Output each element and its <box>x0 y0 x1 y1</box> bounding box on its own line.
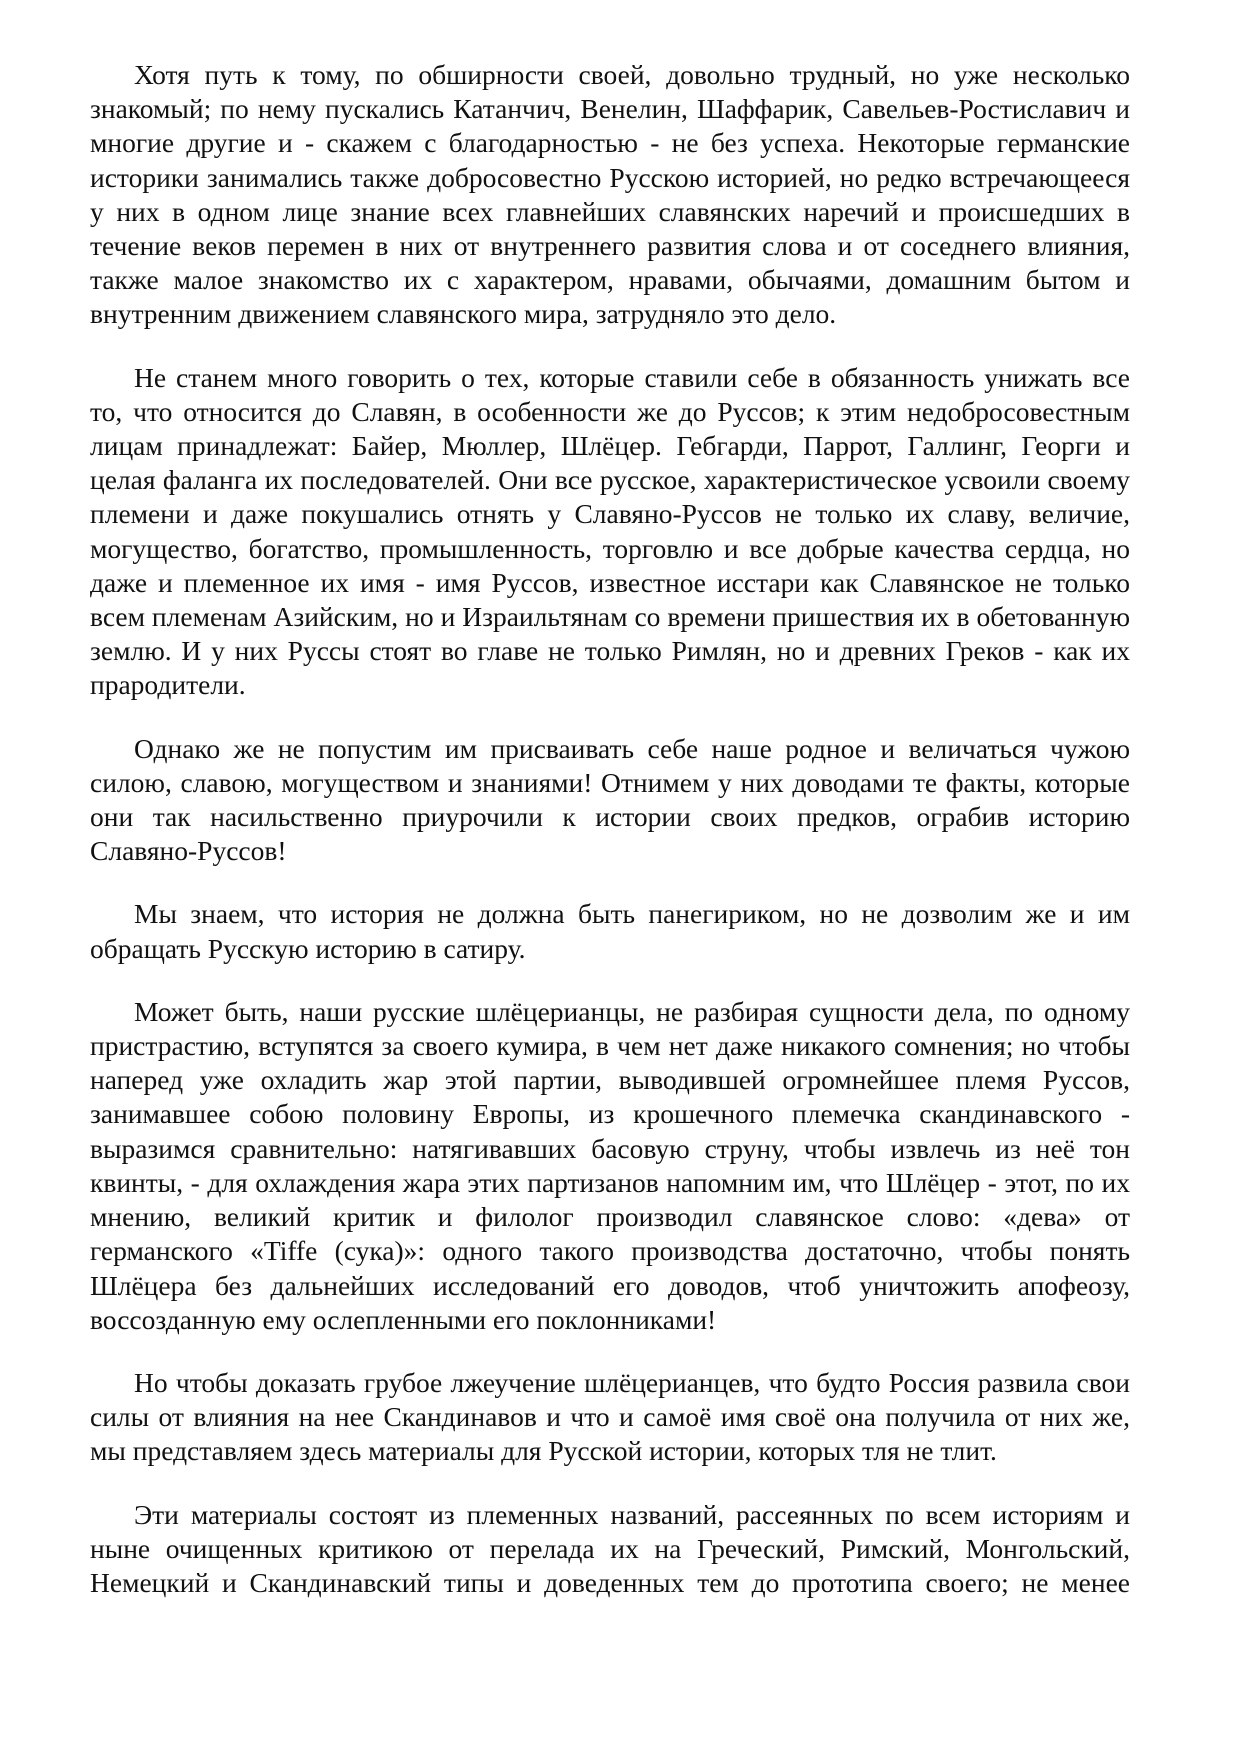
paragraph-7: Эти материалы состоят из племенных названий, рассеянных по всем историям и ныне очищенных критикою от перелада их на Греческий, Римский, Монгольский, Немецкий и Скандинавский типы и доведенных тем до прототипа своего; не менее <box>90 1498 1130 1598</box>
document-body <box>90 58 1130 1600</box>
paragraph-5: Может быть, наши русские шлёцерианцы, не разбирая сущности дела, по одному пристрастию, вступятся за своего кумира, в чем нет даже никакого сомнения; но чтобы наперед уже охладить жар этой партии, выводившей огромнейшее племя Руссов, занимавшее собою половину Европы, из крошечного племечка скандинавского - выразимся сравнительно: натягивавших басовую струну, чтобы извлечь из неё тон квинты, - для охлаждения жара этих партизанов напомним им, что Шлёцер - этот, по их мнению, великий критик и филолог производил славянское слово: «дева» от германского «Tiffe (сука)»: одного такого производства достаточно, чтобы понять Шлёцера без дальнейших исследований его доводов, чтоб уничтожить апофеозу, воссозданную ему ослепленными его поклонниками! <box>90 995 1130 1335</box>
paragraph-4: Мы знаем, что история не должна быть панегириком, но не дозволим же и им обращать Русскую историю в сатиру. <box>90 898 1130 964</box>
paragraph-3: Однако же не попустим им присваивать себе наше родное и величаться чужою силою, славою, могуществом и знаниями! Отнимем у них доводами те факты, которые они так насильственно приурочили к истории своих предков, ограбив историю Славяно-Руссов! <box>90 732 1130 867</box>
paragraph-6: Но чтобы доказать грубое лжеучение шлёцерианцев, что будто Россия развила свои силы от влияния на нее Скандинавов и что и самоё имя своё она получила от них же, мы представляем здесь материалы для Русской истории, которых тля не тлит. <box>90 1366 1130 1467</box>
paragraph-1: Хотя путь к тому, по обширности своей, довольно трудный, но уже несколько знакомый; по нему пускались Катанчич, Венелин, Шаффарик, Савельев-Ростиславич и многие другие и - скажем с благодарностью - не без успеха. Некоторые германские историки занимались также добросовестно Русскою историей, но редко встречающееся у них в одном лице знание всех главнейших славянских наречий и происшедших в течение веков перемен в них от внутреннего развития слова и от соседнего влияния, также малое знакомство их с характером, нравами, обычаями, домашним бытом и внутренним движением славянского мира, затрудняло это дело. <box>90 59 1130 330</box>
paragraph-2: Не станем много говорить о тех, которые ставили себе в обязанность унижать все то, что относится до Славян, в особенности же до Руссов; к этим недобросовестным лицам принадлежат: Байер, Мюллер, Шлёцер. Гебгарди, Паррот, Галлинг, Георги и целая фаланга их последователей. Они все русское, характеристическое усвоили своему племени и даже покушались отнять у Славяно-Руссов не только их славу, величие, могущество, богатство, промышленность, торговлю и все добрые качества сердца, но даже и племенное их имя - имя Руссов, известное исстари как Славянское не только всем племенам Азийским, но и Израильтянам со времени пришествия их в обетованную землю. И у них Руссы стоят во главе не только Римлян, но и древних Греков - как их прародители. <box>90 361 1130 701</box>
